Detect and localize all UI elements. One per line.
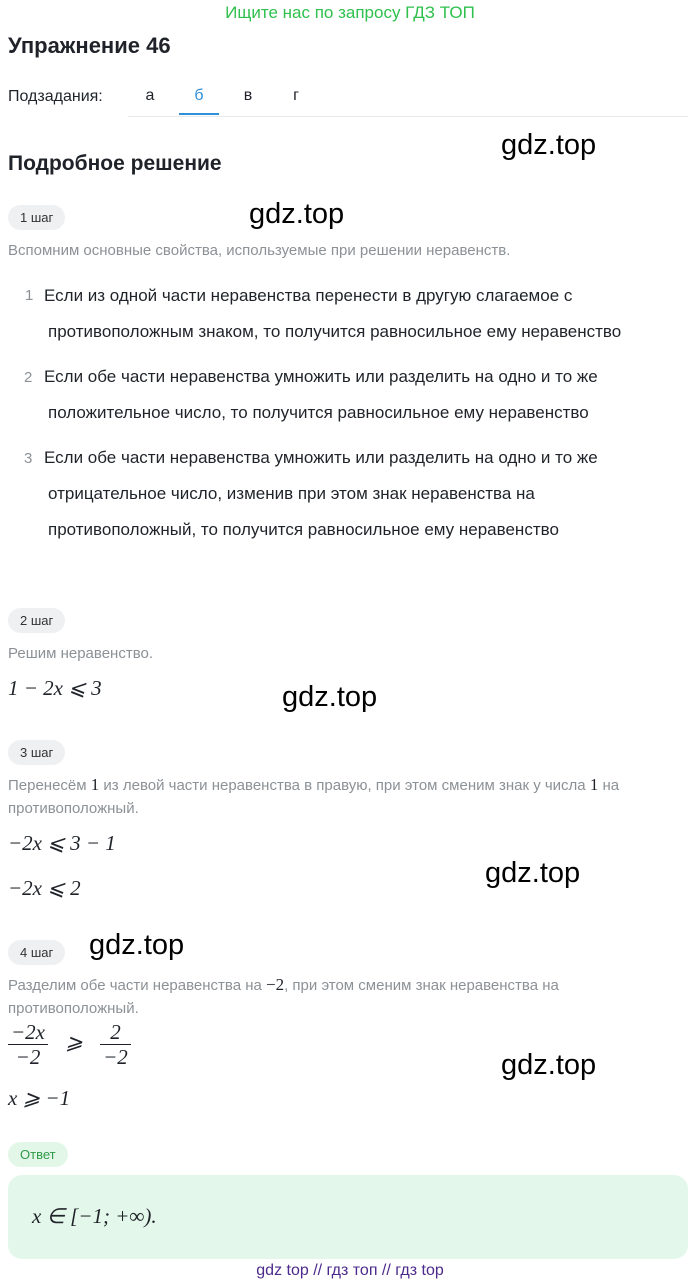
hint-text: противоположный. [8,1000,139,1017]
inequality: −2x ⩽ 3 − 1 [8,831,116,855]
watermark: gdz.top [501,1049,597,1081]
answer-badge: Ответ [8,1142,68,1167]
list-item-number: 3 [24,450,33,467]
tab-b[interactable]: б [194,87,204,104]
step-badge: 1 шаг [8,205,65,230]
tab-v[interactable]: в [243,87,253,104]
list-item-line: противоположный, то получится равносильное ему неравенство [48,520,559,539]
hint-text: Разделим обе части неравенства на [8,977,266,994]
list-item [44,359,694,431]
exercise-title: Упражнение 46 [8,33,171,58]
hint-number: 1 [589,775,599,794]
watermark: gdz.top [89,929,185,961]
fraction-numerator: −2x [8,1020,48,1045]
top-banner: Ищите нас по запросу ГДЗ ТОП [225,3,475,22]
step-hint [8,973,698,1020]
fraction-left [8,1020,48,1069]
watermark: gdz.top [282,681,378,713]
list-item [44,440,694,548]
tab-g[interactable]: г [293,87,299,104]
active-tab-indicator [179,113,219,115]
step-badge: 4 шаг [8,940,65,965]
step-hint: Решим неравенство. [8,645,153,662]
hint-number: 1 [90,775,100,794]
watermark: gdz.top [485,857,581,889]
hint-number: −2 [266,975,285,994]
list-item [44,278,694,350]
section-title: Подробное решение [8,152,222,175]
fraction-right [100,1020,131,1069]
relation-sign: ⩾ [65,1030,83,1055]
tab-a[interactable]: а [145,87,155,104]
answer-box [8,1175,688,1259]
hint-text: , при этом сменим знак неравенства на [284,977,559,994]
list-item-line: Если обе части неравенства умножить или разделить на одно и то же [44,367,598,386]
hint-text: Перенесём [8,777,91,794]
fraction-denominator: −2 [15,1045,41,1069]
hint-text: на [598,777,620,794]
hint-text: противоположный. [8,800,139,817]
list-item-number: 2 [24,369,33,386]
list-item-line: отрицательное число, изменив при этом знак неравенства на [48,484,535,503]
step-badge: 3 шаг [8,740,65,765]
footer-links: gdz top // гдз топ // гдз top [256,1262,444,1279]
answer-math: x ∈ [−1; +∞). [32,1204,157,1228]
watermark: gdz.top [249,198,345,230]
fraction-numerator: 2 [100,1020,131,1045]
list-item-line: положительное число, то получится равносильное ему неравенство [48,403,589,422]
hint-text: из левой части неравенства в правую, при этом сменим знак у числа [99,777,590,794]
step-hint: Вспомним основные свойства, используемые при решении неравенств. [8,242,511,259]
list-item-number: 1 [25,287,34,304]
subtasks-tabs [128,75,688,117]
fraction-inequality [8,1020,131,1069]
list-item-line: противоположным знаком, то получится равносильное ему неравенство [48,322,622,341]
step-hint [8,773,698,820]
subtasks-label: Подзадания: [8,88,103,105]
inequality: 1 − 2x ⩽ 3 [8,676,102,700]
inequality: x ⩾ −1 [8,1086,71,1110]
list-item-line: Если обе части неравенства умножить или разделить на одно и то же [44,448,598,467]
list-item-line: Если из одной части неравенства перенести в другую слагаемое с [44,286,573,305]
watermark: gdz.top [501,129,597,161]
fraction-denominator: −2 [103,1045,128,1069]
inequality: −2x ⩽ 2 [8,876,81,900]
step-badge: 2 шаг [8,608,65,633]
